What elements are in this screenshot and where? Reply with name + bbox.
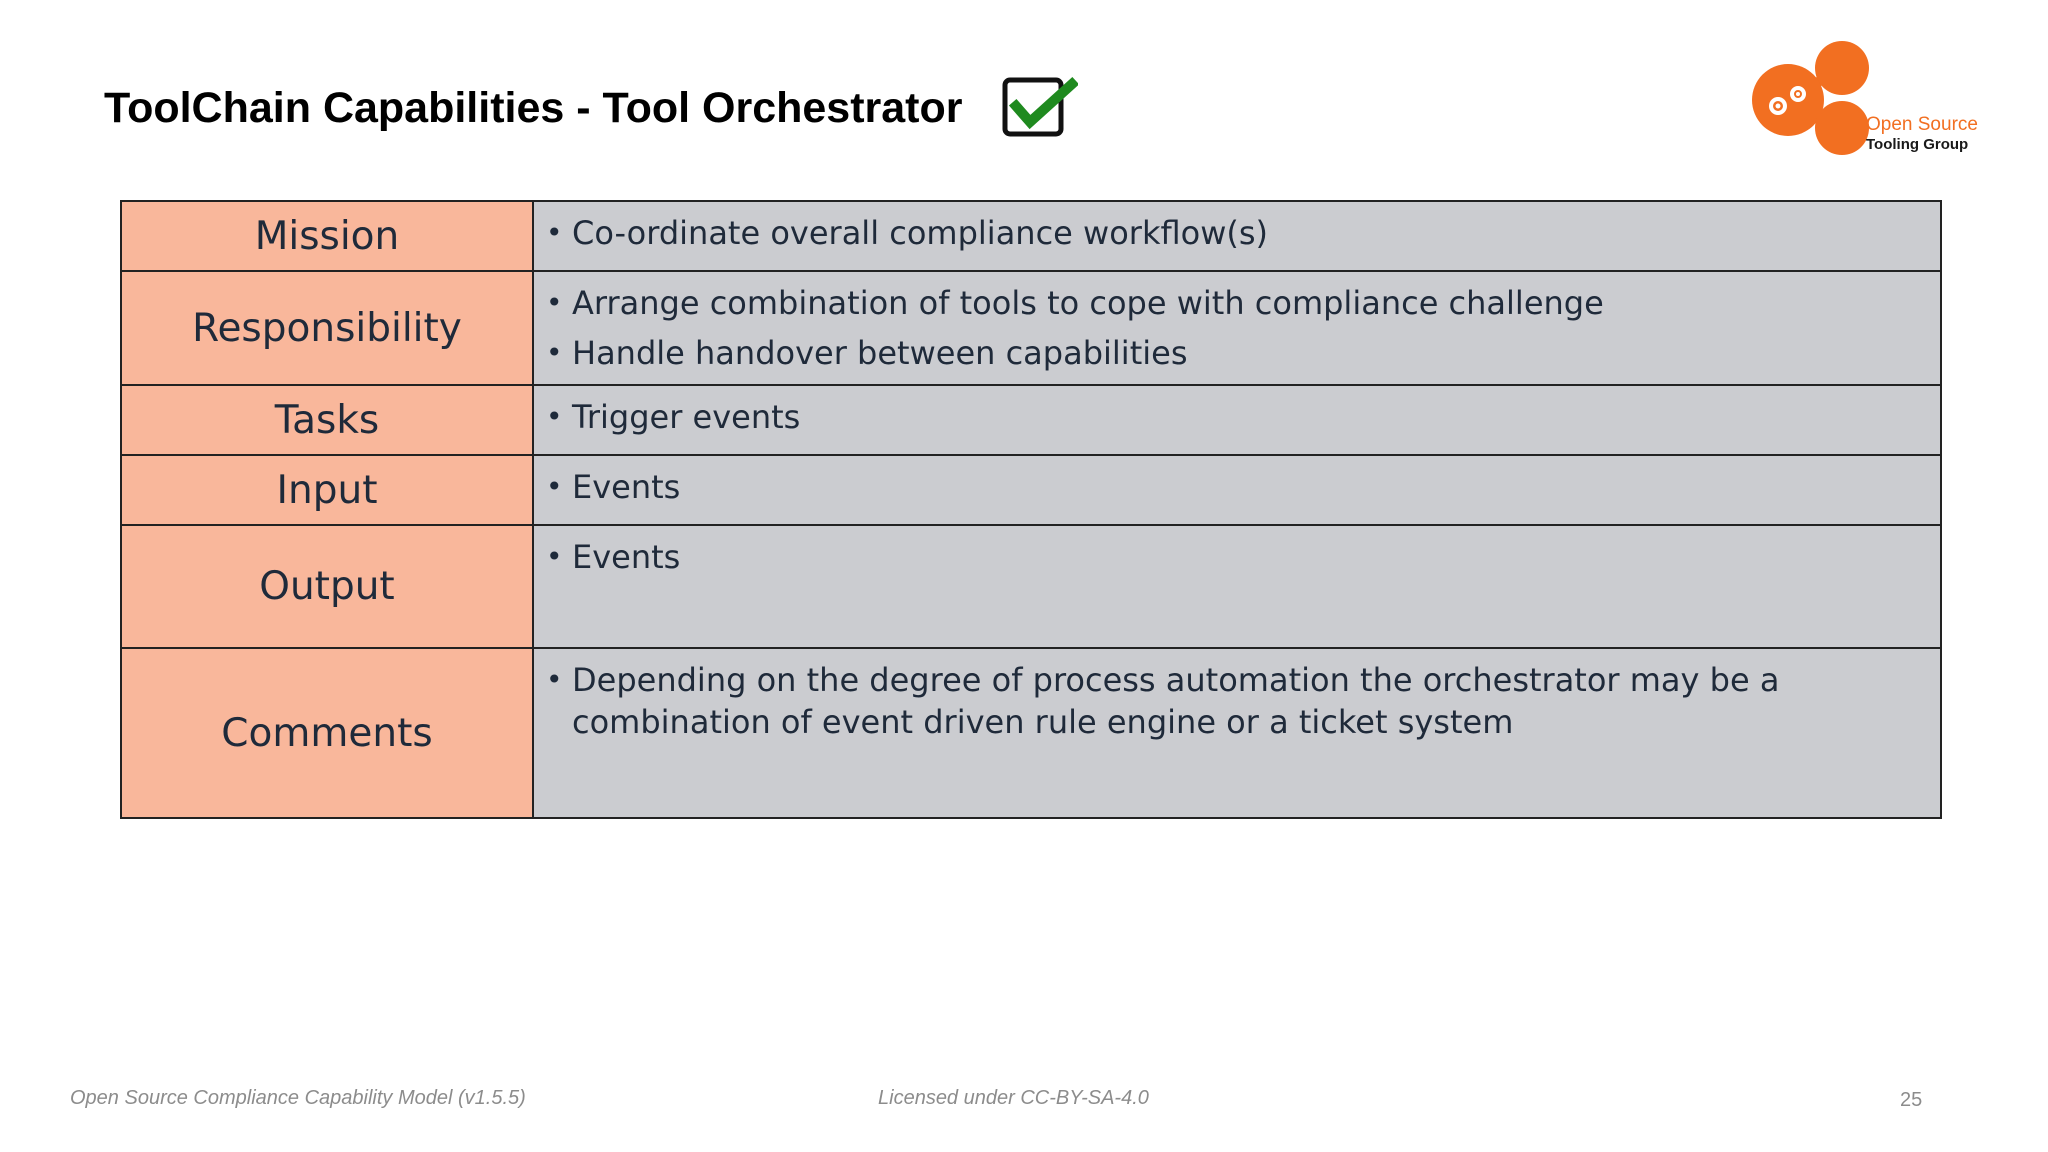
row-content (533, 525, 1941, 648)
row-label: Comments (121, 648, 533, 818)
page-title: ToolChain Capabilities - Tool Orchestrator (104, 84, 963, 132)
table-row-output (121, 525, 1941, 648)
list-item: • Co-ordinate overall compliance workflow(s) (546, 214, 1269, 252)
row-content (533, 648, 1941, 818)
row-label: Input (121, 455, 533, 525)
list-item: • Arrange combination of tools to cope with compliance challenge (546, 284, 1604, 322)
list-item: • Depending on the degree of process automation the orchestrator may be a combination of event driven rule engine or a ticket system (546, 661, 1780, 741)
table-row-input (121, 455, 1941, 525)
list-item: • Trigger events (546, 398, 801, 436)
row-content (533, 455, 1941, 525)
logo-text-open-source: Open Source (1866, 114, 1978, 135)
list-item: • Events (546, 468, 681, 506)
footer-model-version: Open Source Compliance Capability Model (v1.5.5) (70, 1087, 526, 1109)
row-label: Output (121, 525, 533, 648)
row-content (533, 271, 1941, 385)
logo-text-tooling-group: Tooling Group (1866, 136, 1969, 153)
capabilities-table (120, 200, 1942, 819)
footer-license: Licensed under CC-BY-SA-4.0 (878, 1087, 1149, 1109)
checkbox-checked-icon (1002, 76, 1078, 140)
page-number: 25 (1900, 1089, 1923, 1111)
table-row-tasks (121, 385, 1941, 455)
table-row-comments (121, 648, 1941, 818)
row-label: Mission (121, 201, 533, 271)
row-label: Tasks (121, 385, 533, 455)
row-content (533, 201, 1941, 271)
row-content (533, 385, 1941, 455)
list-item: • Events (546, 538, 681, 576)
list-item: • Handle handover between capabilities (546, 334, 1188, 372)
table-row-mission (121, 201, 1941, 271)
row-label: Responsibility (121, 271, 533, 385)
table-row-responsibility (121, 271, 1941, 385)
